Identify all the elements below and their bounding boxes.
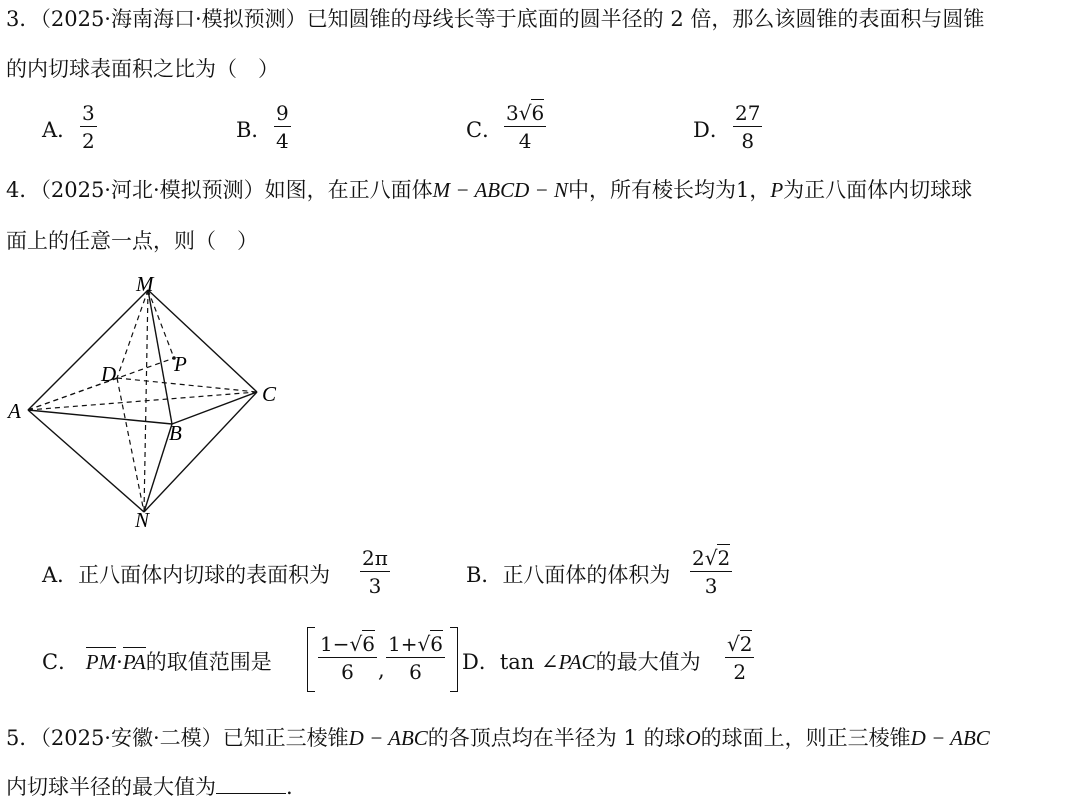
q4-option-b: B．正八面体的体积为 — [466, 563, 671, 587]
point-label-p: P — [174, 352, 187, 376]
q4-option-c-lower-bound: $\frac{1-√6}{6}$ — [320, 632, 375, 684]
vertex-label-m: M — [136, 272, 154, 296]
q3-option-a-label: A． — [42, 118, 79, 142]
right-bracket — [450, 627, 458, 692]
q4-option-d: D．tan ∠PAC的最大值为 — [462, 650, 701, 674]
q4-line1: 4．（2025·河北·模拟预测）如图，在正八面体M − ABCD − N中，所有棱长均为1，P为正八面体内切球球 — [6, 178, 973, 202]
q3-option-d-label: D． — [693, 118, 731, 142]
left-bracket — [307, 627, 315, 692]
q4-solid-name: M − ABCD − N — [432, 178, 568, 202]
q4-option-a: A．正八面体内切球的表面积为 — [42, 563, 331, 587]
q4-option-b-value: $\frac{2√2}{3}$ — [692, 546, 731, 598]
q5-line2: 内切球半径的最大值为 . — [6, 775, 293, 799]
range-comma: , — [378, 658, 385, 682]
answer-blank[interactable] — [216, 793, 286, 794]
vector-pa: PA — [122, 650, 146, 674]
q3-line1: 3．（2025·海南海口·模拟预测）已知圆锥的母线长等于底面的圆半径的 2 倍，那么该圆锥的表面积与圆锥 — [6, 7, 985, 31]
q3-option-b-value: $\frac{9}{4}$ — [276, 101, 289, 153]
vertex-label-a: A — [8, 399, 21, 423]
vertex-label-b: B — [169, 421, 182, 445]
q4-line2: 面上的任意一点，则（ ） — [6, 229, 258, 253]
q4-option-c: C． PM·PA的取值范围是 — [42, 650, 272, 674]
q5-line1: 5．（2025·安徽·二模）已知正三棱锥D − ABC的各顶点均在半径为 1 的球O的球面上，则正三棱锥D − ABC — [6, 726, 990, 750]
q3-option-b-label: B． — [236, 118, 273, 142]
vertex-label-n: N — [135, 508, 150, 532]
octahedron-figure — [0, 265, 300, 540]
q3-option-a-value: $\frac{3}{2}$ — [82, 101, 95, 153]
vertex-label-d: D — [101, 362, 117, 386]
vertex-label-c: C — [262, 382, 277, 406]
q4-option-d-value: $\frac{√2}{2}$ — [727, 632, 753, 684]
q3-line2: 的内切球表面积之比为（ ） — [6, 57, 279, 81]
q4-option-c-upper-bound: $\frac{1+√6}{6}$ — [388, 632, 443, 684]
q3-option-d-value: $\frac{27}{8}$ — [735, 101, 761, 153]
q4-option-a-value: $\frac{2\pi}{3}$ — [362, 546, 388, 598]
q3-option-c-label: C． — [466, 118, 504, 142]
vector-pm: PM — [85, 650, 117, 674]
q3-option-c-value: $\frac{3√6}{4}$ — [506, 101, 545, 153]
